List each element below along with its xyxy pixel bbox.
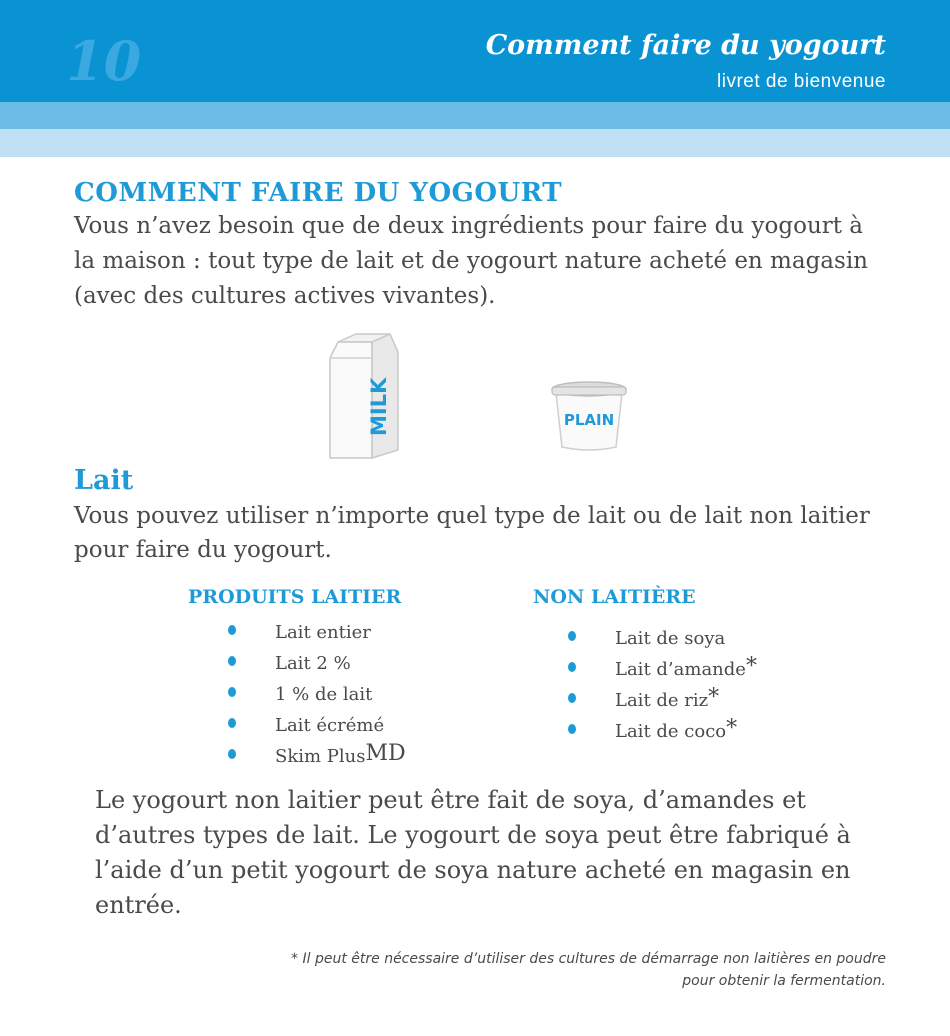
header-subtitle: livret de bienvenue bbox=[717, 71, 886, 92]
milk-label: MILK bbox=[367, 377, 391, 436]
asterisk-mark: * bbox=[745, 654, 757, 679]
trademark-mark: MD bbox=[365, 741, 406, 766]
bullet-icon bbox=[228, 749, 236, 759]
lait-text: Vous pouvez utiliser n’importe quel type de lait ou de lait non laitier pour faire du yogourt. bbox=[74, 503, 870, 563]
bullet-icon bbox=[568, 662, 576, 672]
bullet-icon bbox=[568, 693, 576, 703]
bullet-icon bbox=[228, 687, 236, 697]
non-dairy-heading: NON LAITIÈRE bbox=[533, 586, 696, 608]
lait-title: Lait bbox=[74, 465, 134, 496]
header-title: Comment faire du yogourt bbox=[485, 30, 886, 61]
bullet-icon bbox=[228, 625, 236, 635]
body-paragraph: Le yogourt non laitier peut être fait de soya, d’amandes et d’autres types de lait. Le yogourt de soya peut être fabriqué à l’aide d’un petit yogourt de soya nature acheté en magasin en entrée. bbox=[95, 786, 851, 919]
milk-carton-icon bbox=[328, 332, 400, 460]
bullet-icon bbox=[228, 718, 236, 728]
page-number: 10 bbox=[66, 29, 142, 93]
bullet-icon bbox=[568, 724, 576, 734]
bullet-icon bbox=[568, 631, 576, 641]
yogurt-cup-icon bbox=[546, 377, 632, 453]
bullet-icon bbox=[228, 656, 236, 666]
footnote: * Il peut être nécessaire d’utiliser des cultures de démarrage non laitières en poudre pour obtenir la fermentation. bbox=[291, 951, 886, 989]
intro-text: Vous n’avez besoin que de deux ingrédients pour faire du yogourt à la maison : tout type de lait et de yogourt nature acheté en magasin (avec des cultures actives vivantes). bbox=[74, 213, 868, 309]
asterisk-mark: * bbox=[708, 685, 720, 710]
asterisk-mark: * bbox=[726, 716, 738, 741]
header-stripe-mid bbox=[0, 102, 950, 129]
dairy-heading: PRODUITS LAITIER bbox=[188, 586, 402, 608]
header-stripe-light bbox=[0, 129, 950, 157]
yogurt-label: PLAIN bbox=[563, 411, 615, 429]
section-title: COMMENT FAIRE DU YOGOURT bbox=[74, 178, 563, 208]
